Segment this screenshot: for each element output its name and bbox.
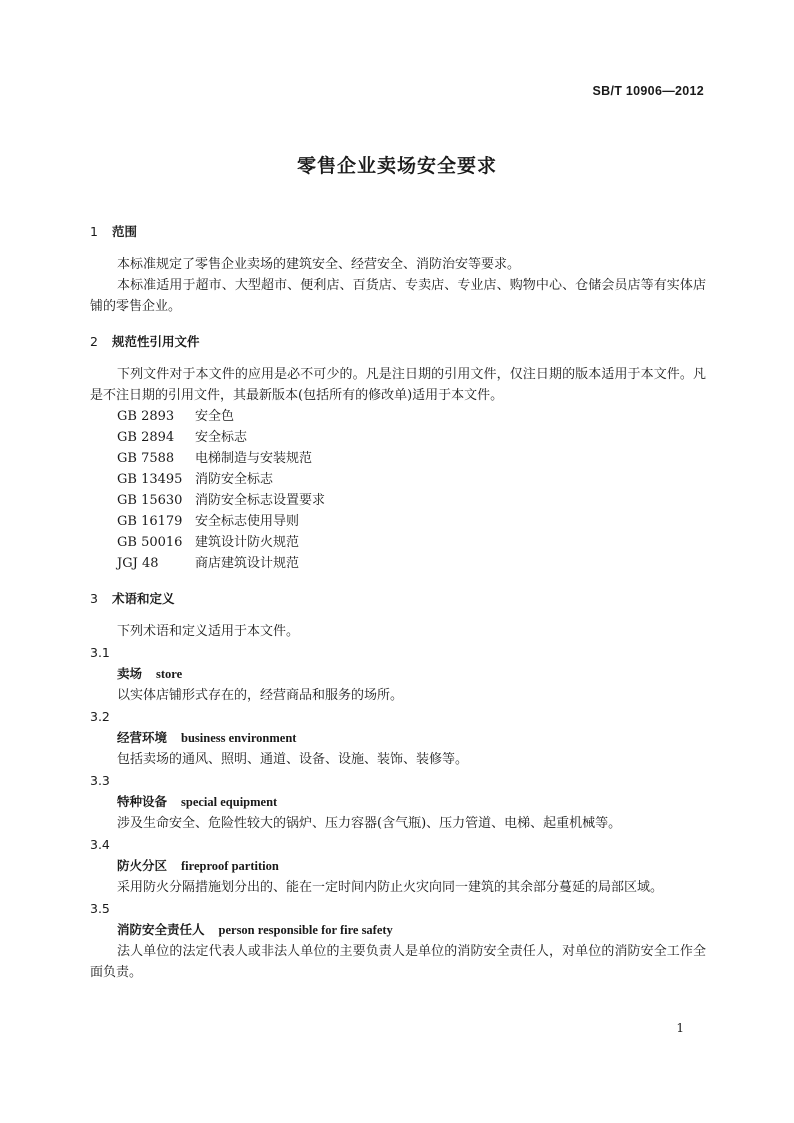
term-english: person responsible for fire safety [218, 923, 393, 937]
document-body [90, 221, 706, 983]
reference-code: GB 7588 [117, 451, 175, 466]
term-number: 3.5 [90, 901, 110, 916]
reference-title: 消防安全标志 [195, 472, 274, 487]
reference-item [90, 511, 706, 532]
section-heading-normative-references [90, 331, 706, 352]
term-definition: 涉及生命安全、危险性较大的锅炉、压力容器(含气瓶)、压力管道、电梯、起重机械等。 [117, 816, 622, 831]
term-definition: 以实体店铺形式存在的，经营商品和服务的场所。 [117, 688, 404, 703]
reference-code: GB 2894 [117, 430, 175, 445]
reference-title: 安全标志使用导则 [195, 514, 300, 529]
document-title: 零售企业卖场安全要求 [296, 155, 497, 177]
term-list [90, 642, 706, 983]
paragraph: 下列文件对于本文件的应用是必不可少的。凡是注日期的引用文件，仅注日期的版本适用于本文件。凡是不注日期的引用文件，其最新版本(包括所有的修改单)适用于本文件。 [90, 367, 706, 403]
term-number: 3.3 [90, 773, 110, 788]
reference-item [90, 553, 706, 574]
section-title: 范围 [112, 224, 138, 239]
term-english: special equipment [181, 795, 278, 809]
section-title: 术语和定义 [112, 591, 175, 606]
reference-list [90, 406, 706, 574]
term-english: store [156, 667, 183, 681]
term-english: business environment [181, 731, 297, 745]
reference-item [90, 448, 706, 469]
reference-item [90, 490, 706, 511]
term-number: 3.4 [90, 837, 110, 852]
standard-code: SB/T 10906—2012 [592, 84, 704, 98]
reference-title: 安全标志 [195, 430, 248, 445]
paragraph: 下列术语和定义适用于本文件。 [117, 624, 300, 639]
term-definition: 包括卖场的通风、照明、通道、设备、设施、装饰、装修等。 [117, 752, 469, 767]
term-chinese: 消防安全责任人 [117, 922, 205, 937]
reference-code: GB 50016 [117, 535, 183, 550]
term-entry [90, 727, 706, 749]
term-chinese: 特种设备 [117, 794, 168, 809]
section-number: 1 [90, 224, 98, 239]
reference-title: 安全色 [195, 409, 235, 424]
term-number: 3.1 [90, 645, 110, 660]
term-english: fireproof partition [181, 859, 279, 873]
page-number: 1 [676, 1021, 684, 1035]
reference-code: JGJ 48 [117, 556, 159, 571]
term-entry [90, 919, 706, 941]
section-heading-terms [90, 588, 706, 609]
term-definition: 采用防火分隔措施划分出的、能在一定时间内防止火灾向同一建筑的其余部分蔓延的局部区域。 [117, 880, 664, 895]
reference-title: 商店建筑设计规范 [195, 556, 300, 571]
reference-item [90, 469, 706, 490]
reference-code: GB 13495 [117, 472, 183, 487]
reference-item [90, 427, 706, 448]
section-heading-scope [90, 221, 706, 242]
term-chinese: 卖场 [117, 666, 143, 681]
term-chinese: 经营环境 [117, 730, 168, 745]
term-definition: 法人单位的法定代表人或非法人单位的主要负责人是单位的消防安全责任人，对单位的消防安全工作全面负责。 [90, 944, 706, 980]
reference-title: 消防安全标志设置要求 [195, 493, 326, 508]
term-entry [90, 791, 706, 813]
reference-code: GB 16179 [117, 514, 183, 529]
paragraph: 本标准规定了零售企业卖场的建筑安全、经营安全、消防治安等要求。 [117, 257, 521, 272]
term-entry [90, 663, 706, 685]
section-number: 2 [90, 334, 98, 349]
reference-code: GB 2893 [117, 409, 175, 424]
term-entry [90, 855, 706, 877]
reference-item [90, 532, 706, 553]
section-title: 规范性引用文件 [112, 334, 200, 349]
reference-title: 电梯制造与安装规范 [195, 451, 313, 466]
term-number: 3.2 [90, 709, 110, 724]
section-number: 3 [90, 591, 98, 606]
reference-code: GB 15630 [117, 493, 183, 508]
reference-item [90, 406, 706, 427]
term-chinese: 防火分区 [117, 858, 168, 873]
paragraph: 本标准适用于超市、大型超市、便利店、百货店、专卖店、专业店、购物中心、仓储会员店等有实体店铺的零售企业。 [90, 278, 706, 314]
reference-title: 建筑设计防火规范 [195, 535, 300, 550]
